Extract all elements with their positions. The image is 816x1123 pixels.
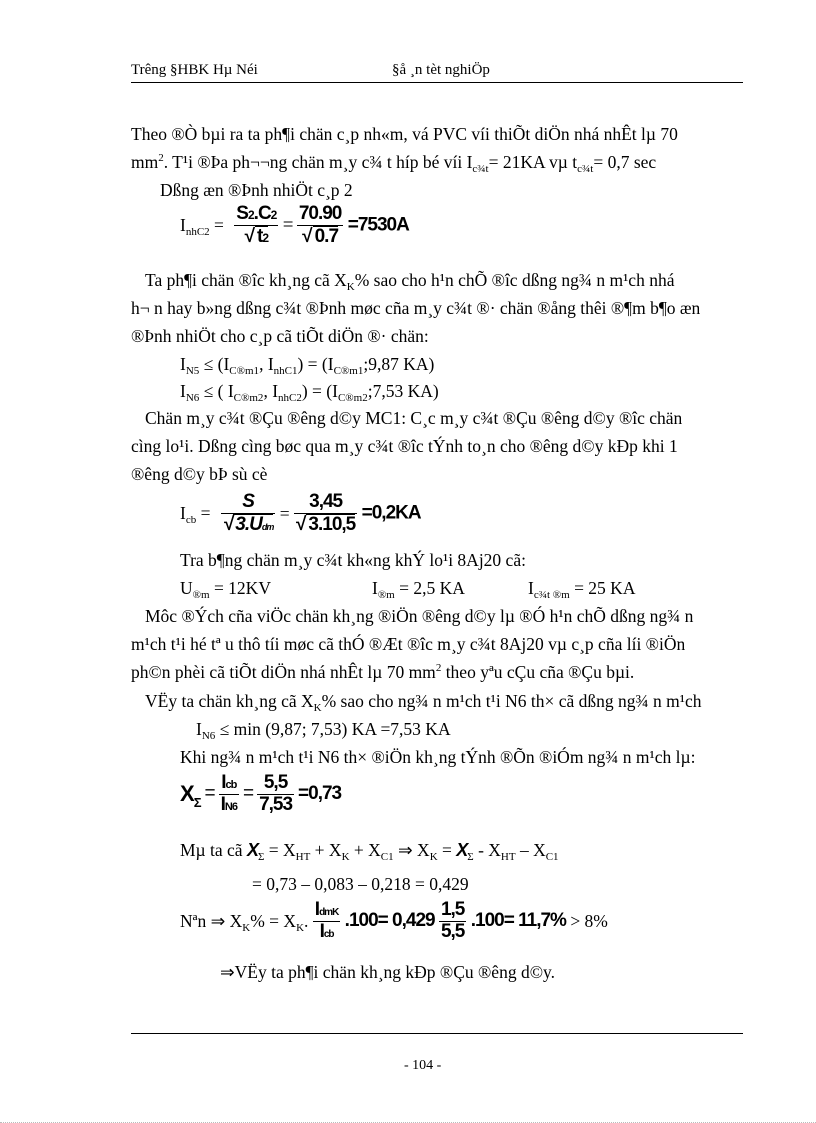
page-number: - 104 - [404, 1058, 442, 1073]
spec-idm: $I_{®m} = 2,5$ KA [372, 578, 465, 601]
spec-icatdm: $I_{c\frac{3}{4}t ®m} = 25$ KA [528, 578, 636, 601]
line-tra: Tra b¶ng chän m¸y c¾t kh«ng khÝ lo¹i 8Aj20 cã: [180, 550, 526, 570]
para5-line1: VËy ta chän kh¸ng cã $X_K\%$ sao cho ng¾ n m¹ch t¹i N6 th× cã dßng ng¾ n m¹ch [145, 691, 702, 714]
para1-line1: Theo ®Ò bµi ra ta ph¶i chän c¸p nh«m, vá PVC víi thiÕt diÖn nhá nhÊt lµ 70 [131, 124, 678, 144]
equation-xk-value: = 0,73 – 0,083 – 0,218 = 0,429 [252, 874, 469, 894]
header-left: Trêng §HBK Hµ Néi [131, 62, 258, 78]
header-rule [131, 82, 743, 83]
para3-line1: Chän m¸y c¾t ®Çu ®êng d©y MC1: C¸c m¸y c¾t ®Çu ®êng d©y ®îc chän [145, 408, 683, 428]
para3-line2: cìng lo¹i. Dßng cìng bøc qua m¸y c¾t ®îc tÝnh to¸n cho ®êng d©y kÐp khi 1 [131, 436, 678, 456]
conclusion: ⇒VËy ta ph¶i chän kh¸ng kÐp ®Çu ®êng d©y. [220, 962, 555, 982]
equation-xk: Mµ ta cã $X_\Sigma = X_{HT} + X_K + X_{C1}$ ⇒ $X_K = X_\Sigma - X_{HT} - X_{C1}$ [180, 840, 559, 863]
para2-line1: Ta ph¶i chän ®îc kh¸ng cã $X_K\%$ sao cho h¹n chÕ ®îc dßng ng¾ n m¹ch nhá [145, 270, 675, 293]
equation-xk-percent: Nªn ⇒ $X_K\% = X_K$. $\frac{\text{IdmK}}{\text{Icb}}$ .100= 0,429 $\frac{1,5}{5,5}$ .100= 11,7% > 8% [180, 899, 608, 942]
para4-line1: Môc ®Ých cña viÖc chän kh¸ng ®iÖn ®êng d©y lµ ®Ó h¹n chÕ dßng ng¾ n [145, 606, 694, 626]
para5-line2: $I_{N6} \le \min (9,87$; 7,53) KA =7,53 KA [196, 719, 451, 742]
para5-line3: Khi ng¾ n m¹ch t¹i N6 th× ®iÖn kh¸ng tÝnh ®Õn ®iÓm ng¾ n m¹ch lµ: [180, 747, 696, 767]
header-center: §å ¸n tèt nghiÖp [392, 62, 490, 78]
para1-line2: $mm^2$. T¹i ®Þa ph¬¬ng chän m¸y c¾ t híp bé víi $I_{c\frac{3}{4}t}= 21KA$ vµ $t_{c\frac{3}{4}t}= 0,7$ sec [131, 152, 657, 175]
inequality-in5: $I_{N5} \le (I_{C®m1}$, $I_{nhC1}$) = ($I_{C®m1};9,87$ KA) [180, 354, 435, 377]
equation-inhc2: $I_{nhC2}$ = $\frac{S2.C2}{√ t2}$ = $\frac{70.90}{√ 0.7}$ =7530A [180, 203, 409, 247]
para2-line3: ®Þnh nhiÖt cho c¸p cã tiÕt diÖn ®· chän: [131, 326, 429, 346]
para4-line3: ph©n phèi cã tiÕt diÖn nhá nhÊt lµ 70 $mm^2$ theo yªu cÇu cña ®Çu bµi. [131, 662, 635, 682]
footer-rule [131, 1033, 743, 1034]
spec-udm: $U_{®m} = 12KV$ [180, 578, 271, 601]
para2-line2: h¬ n hay b»ng dßng c¾t ®Þnh møc cña m¸y c¾t ®· chän ®ång thêi ®¶m b¶o æn [131, 298, 701, 318]
para3-line3: ®êng d©y bÞ sù cè [131, 464, 268, 484]
inequality-in6: $I_{N6}$ ≤ ( $I_{C®m2}$, $I_{nhC2}$) = ($I_{C®m2};7,53$ KA) [180, 381, 439, 404]
para4-line2: m¹ch t¹i hé tª u thô tíi møc cã thÓ ®Æt ®îc m¸y c¾t 8Aj20 vµ c¸p cña líi ®iÖn [131, 634, 686, 654]
line-dbng: Dßng æn ®Þnh nhiÖt c¸p 2 [160, 180, 353, 200]
equation-xsigma: $X_\Sigma$ = $\frac{\text{Icb}}{IN6}$ = $\frac{5,5}{7,53}$ =0,73 [180, 772, 342, 815]
equation-icb: $I_{cb}$ = $\frac{S}{\text{√ 3.Udm}}$ = $\frac{3,45}{√ 3.10,5}$ =0,2KA [180, 491, 421, 535]
